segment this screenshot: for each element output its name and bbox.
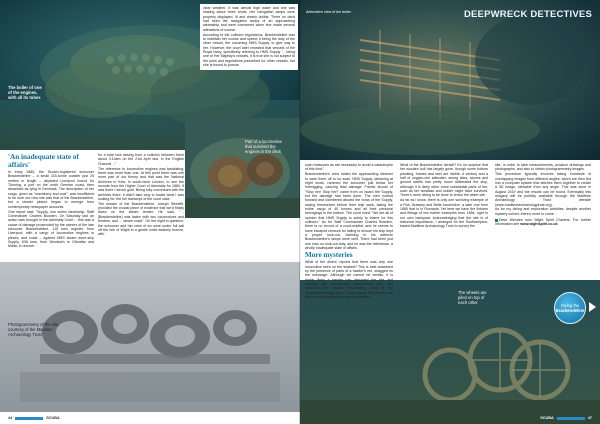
right-text-column-2 — [400, 163, 488, 229]
badge-line-1: Diving the — [560, 303, 580, 308]
paragraph: What of the divers' reports that there was only one locomotive seen on the seabed? This is best answered by the presence of parts of a trawler's net, snagged on the wreckage. Although we cannot be certain, it is highly likely a trawler has disrupted the site and knocked the side-by-side locomotives over and scattered the tenders. Examining some of the underwater images later, it does appear the remains are there of both locomotives and the tenders. — [305, 260, 393, 300]
info-text: Dave Wendes runs Wight Spirit Charters. For further information see — [495, 218, 591, 227]
diving-badge — [554, 292, 586, 324]
page-spine — [299, 0, 301, 424]
paragraph: As far as I know, there is only one surviving example of a Fisk, Brassey and Betts locomotive, a later one from 1865 that is in Romania. Yet here we have the fixtures and fittings of two earlier examples from 1854, right in our own backyard. Acknowledging that the site is of historical importance, I arranged for the Southampton-based Maritime Archaeology Trust to survey the — [400, 198, 488, 229]
page-number-left: 44 — [8, 416, 13, 420]
page-number-right: 47 — [587, 416, 592, 420]
paragraph: One report said: "Supply, iron screw steamship, Staff Commander Charles Bowden. On Saturday last an action was brought in the Admiralty Court… this was a cause of damage prosecuted by the owners of the late schooner Brackendeline, 115 tons register, from Liverpool, with a cargo of locomotive engines in pieces, and coals – against HMS steam store-ship Supply, 638 tons, from Woolwich to Gibraltar and Malta, to recover — [8, 209, 94, 249]
arrow-right-icon — [589, 302, 596, 312]
paragraph: According to the collision regulations, Brackendeline was to maintain her course and speed; it being the duty of the other vessel, the oncoming HMS Supply, to give way to her. However, the court later revealed that vessels of the Royal Navy, specifically referring to HMS Supply "…being one of Her Majesty's vessels, it is true she is not subject to the rules and regulations prescribed for other vessels, but she is bound to pursue — [203, 32, 295, 67]
paragraph: for a total loss arising from a collision between them about 3.10am on the 21st April last, in the English Channel…" — [98, 153, 184, 166]
section-heading-mysteries: More mysteries — [305, 251, 353, 260]
photo-caption-photogrammetry: Photogrammetry of the site, courtesy of the Maritime Archaeology Trust — [8, 322, 60, 337]
photo-caption-locomotive-part: Part of a locomotive that survived the engines in the deck — [245, 139, 283, 154]
series-title: DEEPWRECK DETECTIVES — [463, 9, 592, 20]
paragraph: This procedure typically involves taking hundreds of overlapping images from different angles, which are then fed into a computer system that stitches them together to create a 3D image, viewable from any angle. This was done in August 2019 and the results can be found. Eventually this imagery will be publicly available through the Maritime Archaeology Trust website (www.maritimearchaeologytrust.org). — [495, 172, 591, 207]
paragraph: such measures as are necessary to avoid a catastrophe of this kind." — [305, 163, 393, 172]
right-text-column-3 — [495, 163, 591, 227]
left-text-column-2 — [98, 153, 184, 237]
info-url-link[interactable]: www.wightspirit.co.uk — [520, 222, 558, 227]
paragraph: In early 1880, the Scotch-registered schooner Brackendeline – a small 115-tonne coaster just 25 metres in length – departed Liverpool bound for Tönning, a port on the north German coast, then described as lying in Denmark. The description of her cargo, given as "machinery and coal", was insufficient to be sure our new site was that of the Brackendeline, but a clearer picture began to emerge from contemporary newspaper accounts. — [8, 170, 94, 209]
paragraph: clear weather. It was almost high water and she was making about three knots. Her navigation lamps were properly displayed, lit and clearly visible. Three on deck had seen the navigation lamps of an approaching steamship and were concerned when she made several alterations of course. — [203, 6, 295, 32]
info-square-icon — [495, 219, 498, 222]
right-footer — [540, 416, 592, 420]
left-footer — [8, 416, 60, 420]
photo-caption-boiler: The boiler of one of the engines, with all its tubes — [8, 85, 42, 100]
locomotive-part-photo — [185, 118, 300, 218]
right-page — [300, 0, 600, 424]
left-text-column-1 — [8, 153, 94, 249]
right-text-column-1 — [305, 163, 393, 300]
paragraph: site, in order to take measurements, produce drawings and photographs, and also to obtain photogrammetry images. — [495, 163, 591, 172]
paragraph: What of the Brackendeline herself? It's no surprise that her wooden hull has largely gone, though some bottom planking, frames and keel are visible. A century and a half of oxygen-rich saltwater, strong tides, storms and ground swells has pretty much obliterated the ship, although it is likely other more substantial parts of her, such as her windlass and rudder might have survived. There's more diving to be done to check the wider site. — [400, 163, 488, 198]
paragraph: The reference to locomotive engines was tantalising; there was more than one. At this point there was one more part of our theory and that was the National Archives in Kew, in south-west London, to see the records from the Higher Court of Admiralty for 1880. It was there I struck gold. Being fully conversant with the archives there, it didn't take long to locate what I was looking for: the full transcript of the court case. — [98, 166, 184, 201]
footer-bar — [557, 417, 585, 420]
photo-caption-wheels: The wheels are piled on top of each other — [458, 290, 487, 305]
footer-bar — [15, 417, 43, 420]
badge-line-2: Brackendeline — [555, 308, 585, 313]
paragraph: The master of the Brackendeline, Joseph Streeffit, provided the crucial piece of evidence that we'd finally dived on the steam tender. He said, "… [Brackendeline] was laden with two locomotives and tenders, and … steam coals". On the night in question, the schooner and her crew of six were under full sail off the Isle of Wight in a gentle north-easterly breeze, with — [98, 201, 184, 237]
paragraph: Brackendeline's crew hailed the approaching steamer to warn them off to no avail. HMS Supply, steaming at eight knots, rammed the schooner just below her foresigging, causing fatal damage. Frantic shouts of "Stop her! Stop her!" came from on board the Supply, but the damage had been done. The men rushed forward and clambered aboard the bows of the Supply, saving themselves before their ship sank, taking the entire cargo of 40 tonnes and all their personal belongings to the bottom. The court ruled: "We are all of opinion that HMS Supply is solely to blame for this collision." As for Staff Commander Charles Bowden, there is no record of a court-martial, and he seems to have escaped censure for failing to ensure his ship kept a proper look-out, claiming in his defence Brackendeline's lamps were unlit. There had been just one man on look-out duty, and he was the helmsman, a wholly inadequate state of affairs. — [305, 172, 393, 251]
boiler-alt-photo — [300, 0, 600, 160]
magazine-name-right: SCUBA — [540, 416, 554, 420]
photogrammetry-photo — [0, 262, 300, 412]
left-text-column-3-body — [200, 4, 298, 70]
photo-caption-alt-view: Alternative view of the boiler — [306, 10, 351, 14]
magazine-name-left: SCUBA — [46, 416, 60, 420]
info-box — [495, 218, 591, 227]
paragraph: As for my diving and exploration activities, despite another mystery solved, there's more to come. — [495, 207, 591, 216]
section-heading-inadequate: 'An inadequate state of affairs' — [8, 153, 79, 169]
